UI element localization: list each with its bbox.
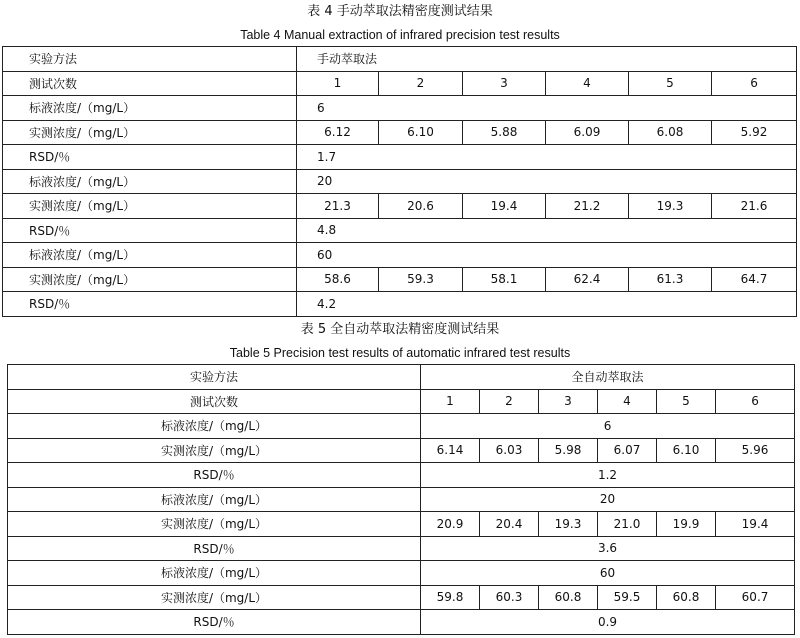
measured-cell: 19.3 (629, 194, 712, 219)
table-row (3, 218, 797, 243)
measured-label: 实测浓度/（mg/L） (8, 512, 421, 537)
std-label: 标液浓度/（mg/L） (8, 414, 421, 439)
measured-label: 实测浓度/（mg/L） (8, 438, 421, 463)
table-row (8, 414, 795, 439)
count-cell: 4 (546, 71, 629, 96)
table-row (3, 169, 797, 194)
measured-cell: 6.10 (657, 438, 716, 463)
table-row (8, 438, 795, 463)
rsd-label: RSD/％ (8, 536, 421, 561)
rsd-label: RSD/％ (3, 145, 297, 170)
count-cell: 2 (480, 389, 539, 414)
table-row (8, 463, 795, 488)
measured-cell: 5.92 (712, 120, 797, 145)
count-cell: 1 (421, 389, 480, 414)
table-row (8, 365, 795, 390)
measured-cell: 60.8 (539, 585, 598, 610)
count-cell: 5 (629, 71, 712, 96)
table5 (7, 364, 795, 635)
measured-cell: 59.3 (379, 267, 463, 292)
measured-cell: 19.4 (716, 512, 795, 537)
measured-cell: 21.0 (598, 512, 657, 537)
rsd-value: 0.9 (421, 610, 795, 635)
table-row (3, 243, 797, 268)
measured-cell: 6.14 (421, 438, 480, 463)
measured-cell: 20.6 (379, 194, 463, 219)
count-cell: 6 (712, 71, 797, 96)
measured-cell: 59.8 (421, 585, 480, 610)
table4-caption-en: Table 4 Manual extraction of infrared precision test results (240, 28, 560, 42)
measured-cell: 21.3 (297, 194, 379, 219)
table-row (8, 512, 795, 537)
std-label: 标液浓度/（mg/L） (3, 243, 297, 268)
method-value: 手动萃取法 (297, 47, 797, 72)
table-row (8, 585, 795, 610)
count-label: 测试次数 (3, 71, 297, 96)
measured-cell: 58.6 (297, 267, 379, 292)
measured-cell: 6.09 (546, 120, 629, 145)
table5-caption-en: Table 5 Precision test results of automatic infrared test results (229, 346, 571, 360)
measured-cell: 62.4 (546, 267, 629, 292)
method-label: 实验方法 (3, 47, 297, 72)
count-cell: 1 (297, 71, 379, 96)
table-row (3, 194, 797, 219)
count-cell: 4 (598, 389, 657, 414)
rsd-value: 4.2 (297, 292, 797, 317)
table-row (3, 145, 797, 170)
std-label: 标液浓度/（mg/L） (3, 169, 297, 194)
measured-cell: 20.9 (421, 512, 480, 537)
rsd-value: 4.8 (297, 218, 797, 243)
std-value: 6 (421, 414, 795, 439)
measured-cell: 60.8 (657, 585, 716, 610)
table-row (3, 267, 797, 292)
table-row (8, 536, 795, 561)
measured-cell: 6.07 (598, 438, 657, 463)
rsd-label: RSD/％ (8, 610, 421, 635)
measured-cell: 21.2 (546, 194, 629, 219)
method-value: 全自动萃取法 (421, 365, 795, 390)
count-cell: 3 (463, 71, 546, 96)
measured-cell: 6.08 (629, 120, 712, 145)
std-label: 标液浓度/（mg/L） (3, 96, 297, 121)
measured-cell: 59.5 (598, 585, 657, 610)
std-value: 60 (421, 561, 795, 586)
table-row (8, 389, 795, 414)
measured-cell: 5.98 (539, 438, 598, 463)
count-cell: 3 (539, 389, 598, 414)
measured-cell: 20.4 (480, 512, 539, 537)
measured-cell: 60.3 (480, 585, 539, 610)
table-row (3, 292, 797, 317)
measured-label: 实测浓度/（mg/L） (3, 267, 297, 292)
table-row (8, 561, 795, 586)
table4-caption-cn: 表 4 手动萃取法精密度测试结果 (307, 4, 493, 19)
rsd-value: 3.6 (421, 536, 795, 561)
table-row (8, 610, 795, 635)
measured-cell: 5.96 (716, 438, 795, 463)
measured-cell: 19.3 (539, 512, 598, 537)
count-cell: 6 (716, 389, 795, 414)
table-row (3, 47, 797, 72)
count-cell: 2 (379, 71, 463, 96)
measured-cell: 5.88 (463, 120, 546, 145)
table4 (2, 46, 797, 317)
measured-cell: 64.7 (712, 267, 797, 292)
method-label: 实验方法 (8, 365, 421, 390)
table5-caption-cn: 表 5 全自动萃取法精密度测试结果 (300, 322, 500, 337)
table-row (3, 120, 797, 145)
measured-label: 实测浓度/（mg/L） (3, 194, 297, 219)
std-label: 标液浓度/（mg/L） (8, 561, 421, 586)
rsd-label: RSD/％ (3, 218, 297, 243)
table-row (3, 71, 797, 96)
table-row (3, 96, 797, 121)
table-row (8, 487, 795, 512)
measured-cell: 6.12 (297, 120, 379, 145)
std-label: 标液浓度/（mg/L） (8, 487, 421, 512)
measured-cell: 58.1 (463, 267, 546, 292)
measured-label: 实测浓度/（mg/L） (8, 585, 421, 610)
std-value: 6 (297, 96, 797, 121)
measured-cell: 19.9 (657, 512, 716, 537)
measured-cell: 21.6 (712, 194, 797, 219)
measured-cell: 6.03 (480, 438, 539, 463)
std-value: 60 (297, 243, 797, 268)
rsd-label: RSD/％ (3, 292, 297, 317)
measured-cell: 19.4 (463, 194, 546, 219)
measured-label: 实测浓度/（mg/L） (3, 120, 297, 145)
rsd-label: RSD/％ (8, 463, 421, 488)
rsd-value: 1.7 (297, 145, 797, 170)
std-value: 20 (297, 169, 797, 194)
count-label: 测试次数 (8, 389, 421, 414)
std-value: 20 (421, 487, 795, 512)
count-cell: 5 (657, 389, 716, 414)
measured-cell: 61.3 (629, 267, 712, 292)
measured-cell: 6.10 (379, 120, 463, 145)
rsd-value: 1.2 (421, 463, 795, 488)
measured-cell: 60.7 (716, 585, 795, 610)
